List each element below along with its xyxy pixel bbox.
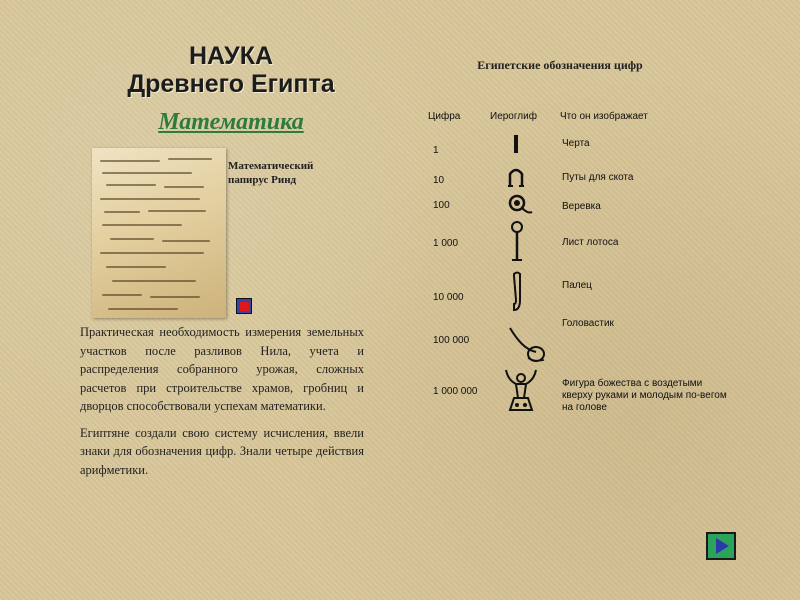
papyrus-caption: Математический папирус Ринд bbox=[228, 160, 314, 186]
text-body bbox=[80, 323, 364, 487]
deity-figure-icon bbox=[502, 366, 540, 416]
header-meaning: Что он изображает bbox=[560, 111, 648, 122]
row-5-digit: 10 000 bbox=[433, 292, 464, 303]
row-3-meaning: Веревка bbox=[562, 201, 601, 212]
header-digit: Цифра bbox=[428, 111, 461, 122]
row-2-meaning: Путы для скота bbox=[562, 172, 634, 183]
tadpole-icon bbox=[506, 322, 548, 366]
cattle-hobble-icon bbox=[506, 166, 526, 188]
finger-icon bbox=[508, 270, 526, 314]
title-line-1: НАУКА bbox=[188, 42, 274, 70]
page-title bbox=[100, 42, 362, 98]
section-subtitle[interactable]: Математика bbox=[158, 109, 304, 135]
play-arrow-icon bbox=[716, 538, 729, 554]
row-7-meaning: Фигура божества с воздетыми кверху руками и молодым по-вегом на голове bbox=[562, 378, 727, 413]
table-title: Египетские обозначения цифр bbox=[477, 58, 643, 72]
stroke-icon bbox=[508, 134, 524, 154]
next-slide-button[interactable] bbox=[706, 532, 736, 560]
row-3-digit: 100 bbox=[433, 200, 450, 211]
row-7-digit: 1 000 000 bbox=[433, 386, 478, 397]
row-1-digit: 1 bbox=[433, 145, 439, 156]
row-6-meaning: Головастик bbox=[562, 318, 614, 329]
row-4-digit: 1 000 bbox=[433, 238, 459, 249]
stop-button[interactable] bbox=[236, 298, 252, 314]
lotus-icon bbox=[508, 220, 526, 264]
rope-coil-icon bbox=[506, 192, 534, 216]
row-4-meaning: Лист лотоса bbox=[562, 237, 619, 248]
title-line-2: Древнего Египта bbox=[127, 70, 335, 98]
rhind-papyrus-image bbox=[92, 148, 226, 318]
header-hieroglyph: Иероглиф bbox=[490, 111, 537, 122]
row-2-digit: 10 bbox=[433, 175, 445, 186]
row-5-meaning: Палец bbox=[562, 280, 592, 291]
row-6-digit: 100 000 bbox=[433, 335, 470, 346]
paragraph-1: Практическая необходимость измерения земельных участков после разливов Нила, учета и распределения собранного урожая, сложных расчетов при строительстве храмов, гробниц и дворцов способствовали успехам математики. bbox=[80, 325, 364, 413]
paragraph-2: Египтяне создали свою систему исчисления, ввели знаки для обозначения цифр. Знали четыре действия арифметики. bbox=[80, 425, 364, 477]
stop-icon bbox=[240, 302, 249, 311]
row-1-meaning: Черта bbox=[562, 138, 590, 149]
